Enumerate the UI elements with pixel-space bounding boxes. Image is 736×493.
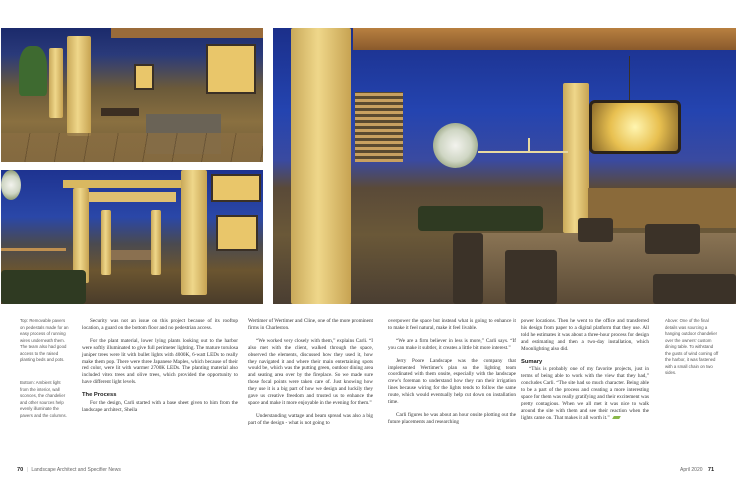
column bbox=[67, 36, 91, 136]
bench bbox=[101, 108, 139, 116]
flowering-tree bbox=[1, 170, 21, 200]
column bbox=[181, 170, 207, 295]
column bbox=[291, 28, 351, 304]
paragraph: Carli figures he was about an hour onsite plotting out the future placements and researching bbox=[388, 411, 516, 425]
column bbox=[151, 210, 161, 275]
article-column-4 bbox=[521, 318, 649, 428]
pavers bbox=[1, 133, 263, 162]
caption-right-photo: Above: One of the final details was sourcing a hanging outdoor chandelier over the owners' custom dining table. To withstand the gusts of wind coming off the harbor, it was fastened with a small chain on two sides. bbox=[665, 318, 719, 375]
article-column-3 bbox=[388, 318, 516, 432]
column bbox=[563, 83, 589, 233]
juniper-tree bbox=[19, 46, 47, 96]
paragraph: overpower the space but instead what is going to enhance it to make it feel natural, make it feel livable. bbox=[388, 318, 516, 331]
window bbox=[134, 64, 154, 90]
pergola-lights bbox=[86, 192, 176, 202]
column bbox=[101, 210, 111, 275]
window bbox=[206, 44, 256, 94]
dining-table bbox=[111, 250, 151, 260]
paragraph: Jerry Poore Landscape was the company that implemented Wertimer's plan so the lighting team coordinated with them onsite, especially with the landscape crew's foreman to understand how they ran their irrigation lines because wiring for the lights tends to follow the same route, which would eventually help cut down on installation time. bbox=[388, 357, 516, 406]
hedge bbox=[1, 270, 86, 304]
chair bbox=[645, 224, 700, 254]
pergola-beam bbox=[353, 28, 736, 50]
chandelier bbox=[589, 100, 681, 154]
photo-pergola-dining bbox=[1, 170, 263, 304]
flowering-tree bbox=[433, 123, 478, 168]
paragraph-text: “This is probably one of my favorite projects, just in terms of being able to work with the view that they had,” concludes Carli. “The site had so much character. Being able to be a part of the process and creating a more interesting space for them was really gratifying and their excitement was pretty contagious. When we all met it was nice to walk around the site with them and see their reaction when the lights came on. That makes it all worth it.” bbox=[521, 366, 649, 421]
photo-rooftop-terrace bbox=[1, 28, 263, 162]
page-number-right: 71 bbox=[707, 467, 715, 473]
page-number-left: 70 bbox=[17, 467, 24, 473]
publication-name: Landscape Architect and Specifier News bbox=[31, 467, 121, 473]
paragraph: For the design, Carli started with a base sheet given to him from the landscape architect, Sheila bbox=[82, 400, 238, 413]
paragraph bbox=[521, 366, 649, 421]
end-mark-icon bbox=[612, 416, 621, 419]
paragraph: For the plant material, lower lying plants looking out to the harbor were softly illuminated to give full perimeter lighting. The mature torulosa juniper trees were lit with bullet lights with 4000K, 6-watt LEDs to really make them pop. There were three Japanese Maples, which because of their red color, were lit with warmer 2700K LEDs. The planting material also included vitex trees and olive trees, which provided the opportunity to have different light levels. bbox=[82, 337, 238, 386]
paragraph: Understanding wattage and beam spread was also a big part of the design - what is not going to bbox=[248, 412, 373, 426]
bridge-tower bbox=[528, 138, 530, 153]
chair bbox=[578, 218, 613, 242]
issue-date: April 2020 bbox=[680, 467, 703, 473]
section-heading: The Process bbox=[82, 392, 117, 399]
window bbox=[216, 215, 258, 251]
photo-harbor-dining bbox=[273, 28, 736, 304]
column bbox=[49, 48, 63, 118]
paragraph: “We worked very closely with them,” explains Carli. “I also met with the client, walked through the space, observed the elements, discussed how they used it, how they navigated it and where their main entertaining spots would be, which was the putting green, outdoor dining area and seating area over by the fireplace. So we made sure those focal points were taken care of. Just knowing how they use it is a big part of how we design and luckily they gave us creative freedom and trusted us to enhance the space and make it more enjoyable in the evening for them.” bbox=[248, 337, 373, 406]
article-column-2 bbox=[248, 318, 373, 433]
pergola-beam bbox=[63, 180, 183, 188]
caption-top-photo: Top: Removable pavers on pedestals made for an easy process of running wires underneath them. The team also had good access to the raised planting beds and pots. bbox=[20, 318, 69, 362]
footer-left bbox=[17, 467, 121, 473]
paragraph: Security was not an issue on this project because of its rooftop location, a guard on the bottom floor and no pedestrian access. bbox=[82, 318, 238, 331]
chair bbox=[453, 233, 483, 304]
section-heading: Sumary bbox=[521, 358, 543, 365]
paragraph: “We are a firm believer in less is more,” Carli says. “If you can make it subtler, it creates a little bit more interest.” bbox=[388, 337, 516, 351]
paragraph: Wertimer of Wertimer and Cline, one of the more prominent firms in Charleston. bbox=[248, 318, 373, 331]
article-column-1 bbox=[82, 318, 238, 420]
railing bbox=[1, 248, 66, 251]
paragraph: power locations. Then he went to the office and transferred his design from paper to a digital platform that they use. All told he estimates it was about a three-hour process for design and estimating and then a two-day installation, which Moonlighting also did. bbox=[521, 318, 649, 352]
footer-right bbox=[680, 467, 714, 473]
column bbox=[73, 188, 89, 283]
chair bbox=[505, 250, 557, 304]
harbor-bridge bbox=[478, 151, 568, 153]
caption-bottom-photo: Bottom: Ambient light from the interior, wall sconces, the chandelier and other sources help evenly illuminate the pavers and the columns. bbox=[20, 380, 67, 418]
pergola-beam bbox=[111, 28, 263, 38]
divider: | bbox=[26, 467, 28, 473]
chandelier-chain bbox=[629, 56, 630, 100]
window bbox=[211, 174, 261, 202]
hedge bbox=[418, 206, 543, 231]
chair bbox=[653, 274, 736, 304]
highrise-building bbox=[355, 92, 403, 162]
